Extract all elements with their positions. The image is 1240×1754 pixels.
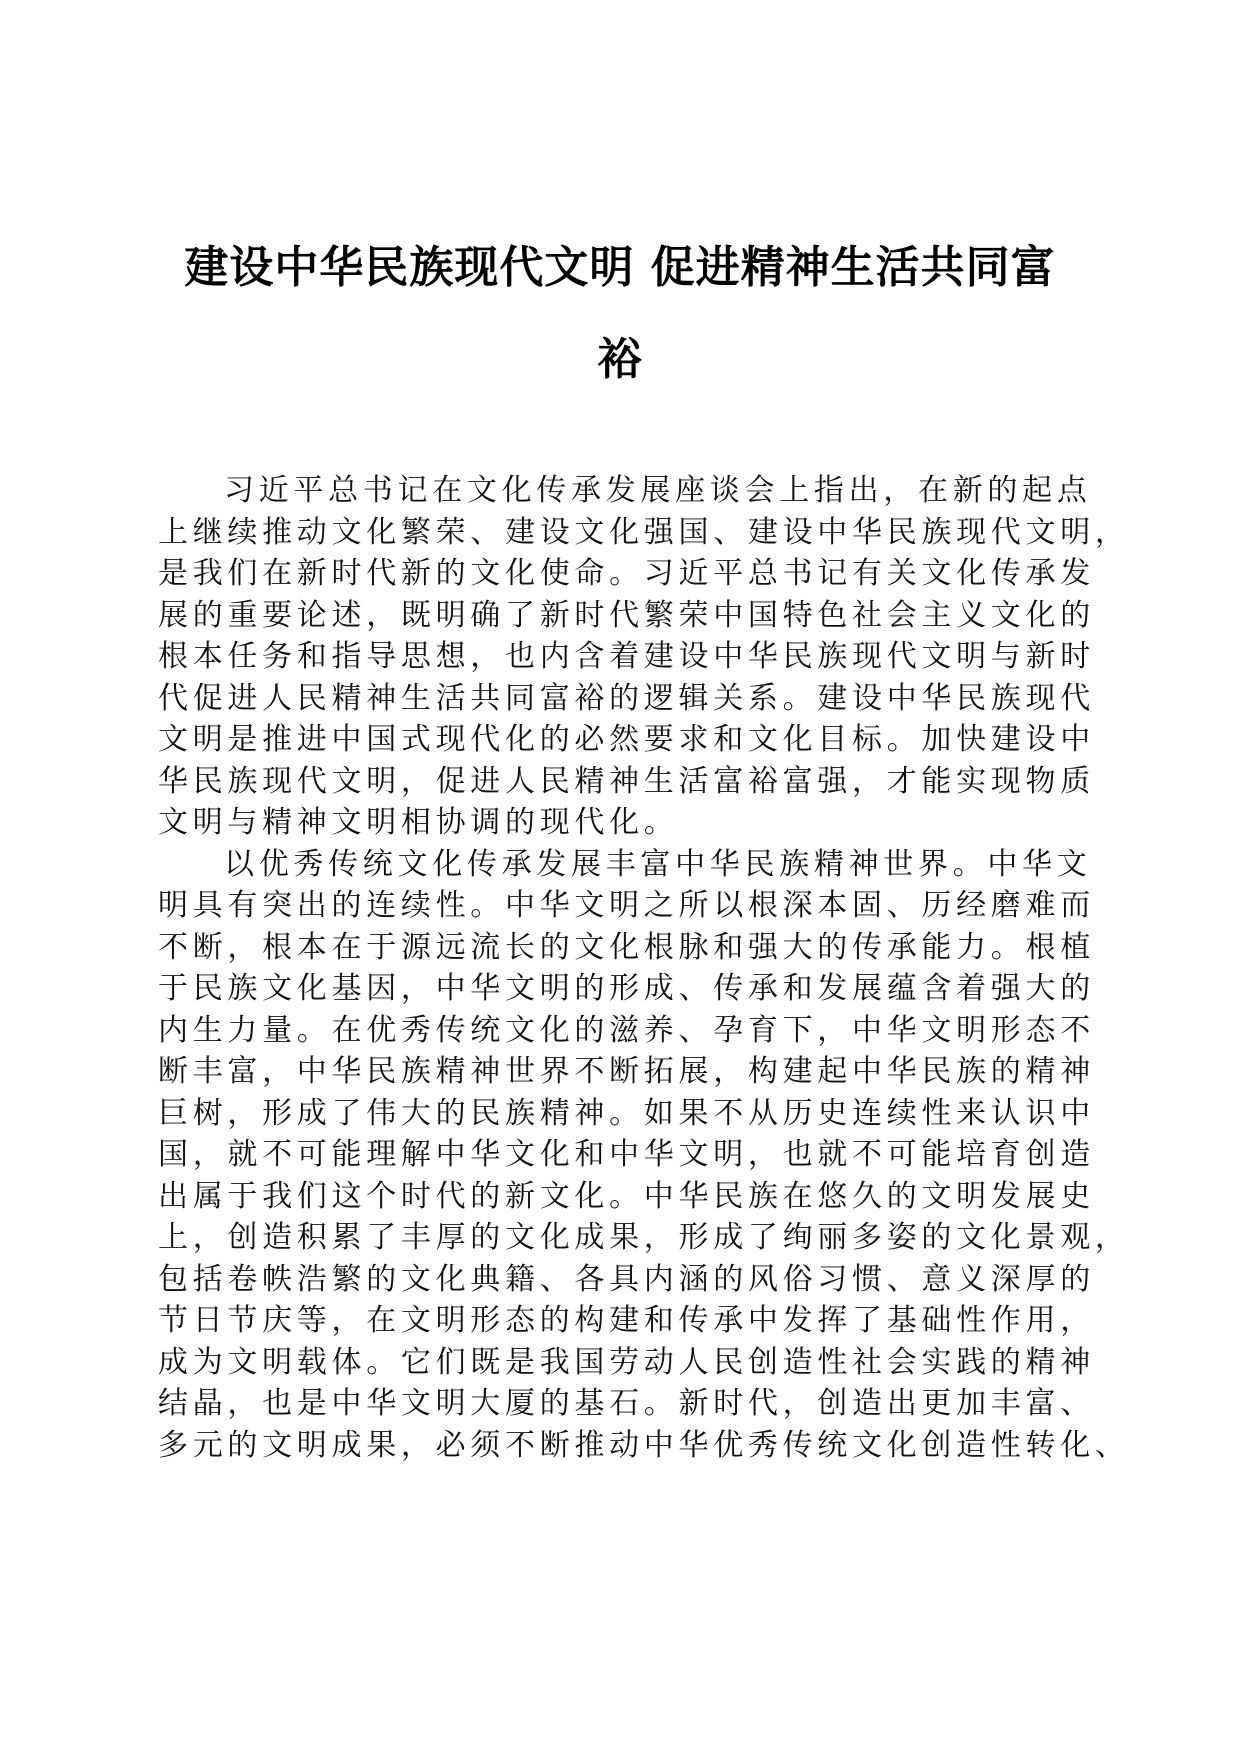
text-line: 节日节庆等，在文明形态的构建和传承中发挥了基础性作用， <box>158 1303 1095 1338</box>
text-line: 包括卷帙浩繁的文化典籍、各具内涵的风俗习惯、意义深厚的 <box>158 1261 1095 1297</box>
text-line: 文明与精神文明相协调的现代化。 <box>158 805 679 840</box>
text-line: 不断，根本在于源远流长的文化根脉和强大的传承能力。根植 <box>158 929 1095 965</box>
text-line: 结晶，也是中华文明大厦的基石。新时代，创造出更加丰富、 <box>158 1386 1095 1421</box>
text-line: 习近平总书记在文化传承发展座谈会上指出，在新的起点 <box>224 473 1092 508</box>
text-line: 于民族文化基因，中华文明的形成、传承和发展蕴含着强大的 <box>158 971 1095 1006</box>
text-line: 以优秀传统文化传承发展丰富中华民族精神世界。中华文 <box>224 846 1092 882</box>
text-line: 成为文明载体。它们既是我国劳动人民创造性社会实践的精神 <box>158 1344 1095 1380</box>
text-line: 出属于我们这个时代的新文化。中华民族在悠久的文明发展史 <box>158 1178 1095 1214</box>
text-line: 多元的文明成果，必须不断推动中华优秀传统文化创造性转化、 <box>158 1427 1130 1463</box>
text-line: 展的重要论述，既明确了新时代繁荣中国特色社会主义文化的 <box>158 597 1095 633</box>
text-line: 明具有突出的连续性。中华文明之所以根深本固、历经磨难而 <box>158 888 1095 923</box>
text-line: 上继续推动文化繁荣、建设文化强国、建设中华民族现代文明， <box>158 514 1130 550</box>
text-line: 国，就不可能理解中华文化和中华文明，也就不可能培育创造 <box>158 1137 1095 1172</box>
text-line: 巨树，形成了伟大的民族精神。如果不从历史连续性来认识中 <box>158 1095 1095 1131</box>
text-line: 根本任务和指导思想，也内含着建设中华民族现代文明与新时 <box>158 639 1095 674</box>
paragraph <box>158 844 1130 1467</box>
title-line: 裕 <box>597 334 643 385</box>
text-line: 上，创造积累了丰厚的文化成果，形成了绚丽多姿的文化景观， <box>158 1220 1130 1255</box>
text-line: 断丰富，中华民族精神世界不断拓展，构建起中华民族的精神 <box>158 1054 1095 1089</box>
document-body <box>158 470 1130 1466</box>
text-line: 代促进人民精神生活共同富裕的逻辑关系。建设中华民族现代 <box>158 680 1095 716</box>
text-line: 是我们在新时代新的文化使命。习近平总书记有关文化传承发 <box>158 556 1095 591</box>
paragraph <box>158 470 1130 844</box>
document-title <box>0 222 1240 406</box>
text-line: 文明是推进中国式现代化的必然要求和文化目标。加快建设中 <box>158 722 1095 757</box>
title-line: 建设中华民族现代文明 促进精神生活共同富 <box>184 242 1056 293</box>
text-line: 华民族现代文明，促进人民精神生活富裕富强，才能实现物质 <box>158 763 1095 799</box>
text-line: 内生力量。在优秀传统文化的滋养、孕育下，中华文明形态不 <box>158 1012 1095 1048</box>
